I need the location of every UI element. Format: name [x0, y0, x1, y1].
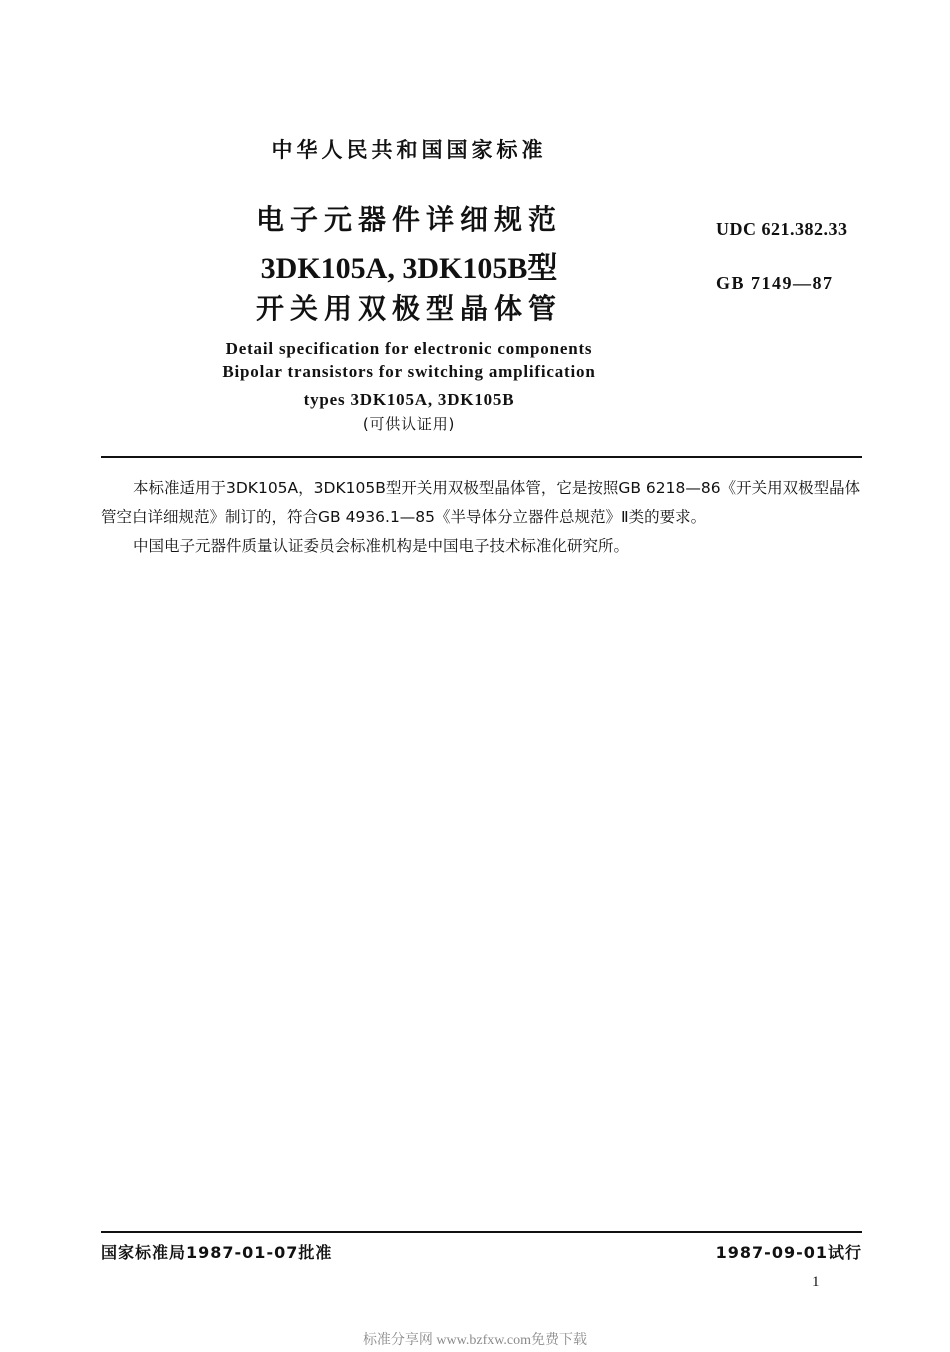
chinese-title-line-1: 电子元器件详细规范 [255, 203, 562, 236]
header-divider [101, 456, 862, 458]
certification-note: (可供认证用) [362, 415, 456, 433]
english-title-line-2: Bipolar transistors for switching amplification [222, 362, 596, 381]
english-title-line-1: Detail specification for electronic components [225, 339, 593, 358]
trial-date: 1987-09-01试行 [715, 1243, 862, 1262]
chinese-title-line-2: 3DK105A, 3DK105B型 [260, 252, 558, 285]
national-standard-heading: 中华人民共和国国家标准 [271, 138, 547, 162]
scope-paragraph: 本标准适用于3DK105A，3DK105B型开关用双极型晶体管，它是按照GB 6218—86《开关用双极型晶体管空白详细规范》制订的，符合GB 4936.1—85《半导体分立器件总规范》Ⅱ类的要求。 [101, 479, 861, 526]
chinese-title-line-3: 开关用双极型晶体管 [255, 292, 562, 325]
gb-standard-code: GB 7149—87 [716, 273, 834, 293]
english-title-line-3: types 3DK105A, 3DK105B [303, 390, 515, 409]
watermark: 标准分享网 www.bzfxw.com免费下载 [362, 1333, 588, 1348]
approval-date: 国家标准局1987-01-07批准 [101, 1243, 333, 1262]
page-number: 1 [812, 1274, 820, 1290]
footer-divider [101, 1231, 862, 1233]
udc-number: UDC 621.382.33 [716, 219, 848, 239]
organization-paragraph: 中国电子元器件质量认证委员会标准机构是中国电子技术标准化研究所。 [133, 537, 630, 555]
